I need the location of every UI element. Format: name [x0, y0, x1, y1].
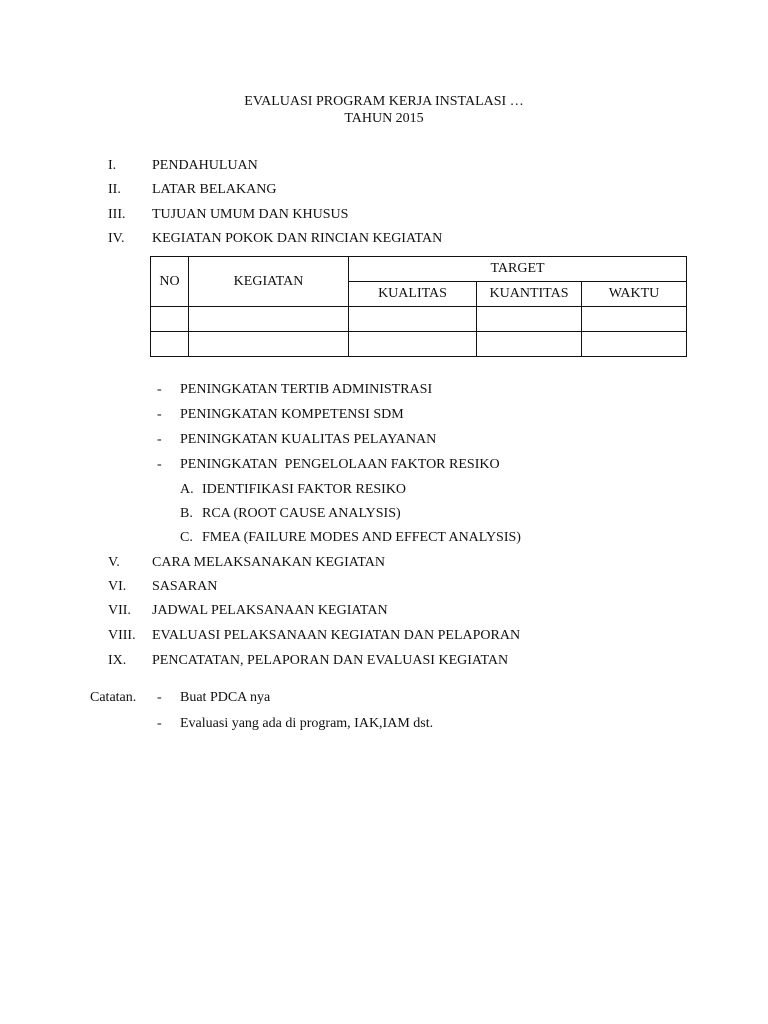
sub-item-letter: A. [180, 482, 194, 497]
table-cell [349, 332, 477, 357]
section-number: IV. [108, 231, 125, 246]
sub-item-letter: C. [180, 530, 193, 545]
table-header-kualitas: KUALITAS [349, 282, 477, 307]
bullet-mark: - [157, 432, 162, 447]
table-header-kuantitas: KUANTITAS [477, 282, 582, 307]
table-cell [151, 332, 189, 357]
section-title: PENDAHULUAN [152, 158, 258, 173]
section-number: IX. [108, 653, 127, 668]
table-header-waktu: WAKTU [582, 282, 687, 307]
section-number: V. [108, 555, 120, 570]
table-cell [349, 307, 477, 332]
note-mark: - [157, 690, 162, 705]
bullet-mark: - [157, 382, 162, 397]
section-number: VII. [108, 603, 131, 618]
section-title: LATAR BELAKANG [152, 182, 277, 197]
notes-label: Catatan. [90, 690, 137, 705]
section-title: PENCATATAN, PELAPORAN DAN EVALUASI KEGIATAN [152, 653, 509, 668]
section-number: VIII. [108, 628, 136, 643]
section-number: I. [108, 158, 117, 173]
section-number: III. [108, 207, 126, 222]
section-title: KEGIATAN POKOK DAN RINCIAN KEGIATAN [152, 231, 443, 246]
sub-item-text: FMEA (FAILURE MODES AND EFFECT ANALYSIS) [202, 530, 521, 545]
note-mark: - [157, 716, 162, 731]
note-text: Buat PDCA nya [180, 690, 271, 705]
section-number: VI. [108, 579, 127, 594]
section-title: EVALUASI PELAKSANAAN KEGIATAN DAN PELAPORAN [152, 628, 521, 643]
bullet-mark: - [157, 407, 162, 422]
table-cell [189, 307, 349, 332]
table-cell [582, 332, 687, 357]
table-header-no: NO [151, 257, 189, 307]
table-cell [151, 307, 189, 332]
bullet-mark: - [157, 457, 162, 472]
table-cell [477, 332, 582, 357]
sub-item-letter: B. [180, 506, 193, 521]
bullet-text: PENINGKATAN PENGELOLAAN FAKTOR RESIKO [180, 457, 500, 472]
section-title: JADWAL PELAKSANAAN KEGIATAN [152, 603, 388, 618]
activity-table [150, 256, 687, 357]
sub-item-text: IDENTIFIKASI FAKTOR RESIKO [202, 482, 407, 497]
document-year: TAHUN 2015 [344, 111, 424, 126]
table-cell [582, 307, 687, 332]
bullet-text: PENINGKATAN KOMPETENSI SDM [180, 407, 404, 422]
table-header-target: TARGET [349, 257, 687, 282]
table-header-row [151, 257, 687, 282]
bullet-text: PENINGKATAN KUALITAS PELAYANAN [180, 432, 437, 447]
section-title: SASARAN [152, 579, 218, 594]
table-header-kegiatan: KEGIATAN [189, 257, 349, 307]
document-title: EVALUASI PROGRAM KERJA INSTALASI … [244, 94, 524, 109]
table-row [151, 332, 687, 357]
note-text: Evaluasi yang ada di program, IAK,IAM dst. [180, 716, 434, 731]
sub-item-text: RCA (ROOT CAUSE ANALYSIS) [202, 506, 401, 521]
section-title: CARA MELAKSANAKAN KEGIATAN [152, 555, 385, 570]
table-row [151, 307, 687, 332]
table-cell [477, 307, 582, 332]
section-number: II. [108, 182, 121, 197]
table-cell [189, 332, 349, 357]
section-title: TUJUAN UMUM DAN KHUSUS [152, 207, 349, 222]
bullet-text: PENINGKATAN TERTIB ADMINISTRASI [180, 382, 433, 397]
